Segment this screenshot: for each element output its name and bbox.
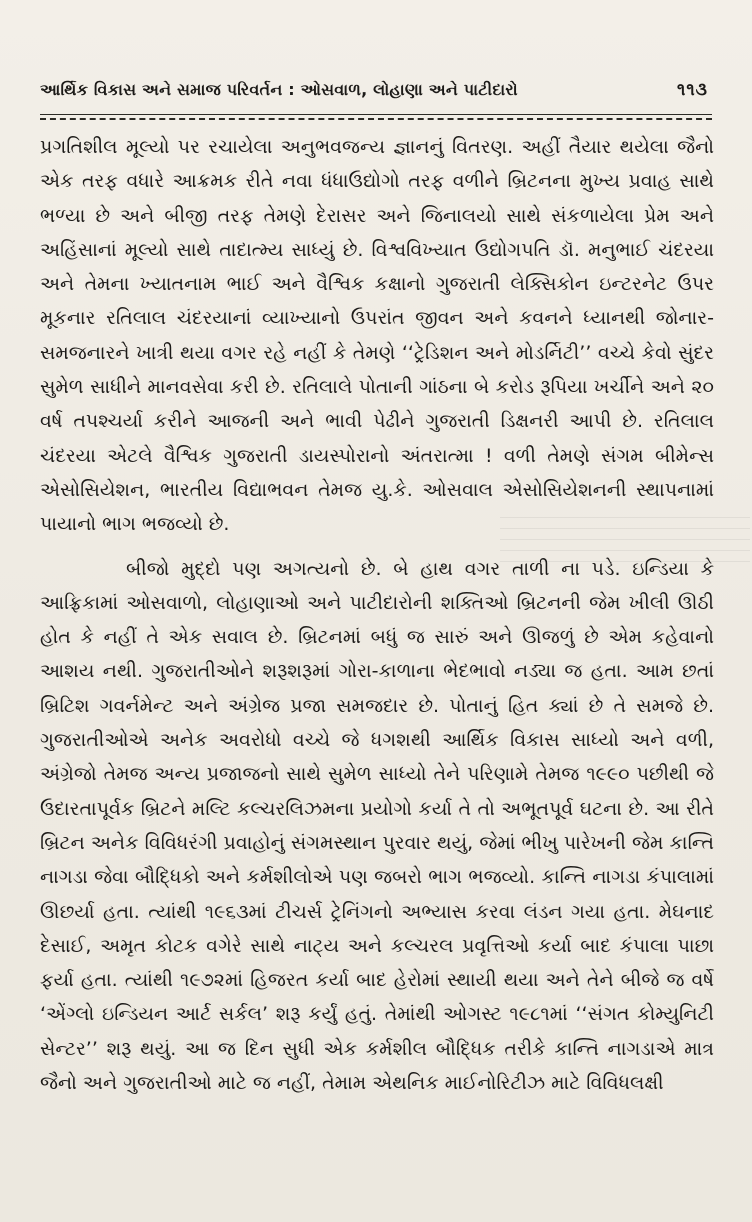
header-rule [40, 114, 712, 115]
paragraph-1: પ્રગતિશીલ મૂલ્યો પર રચાયેલા અનુભવજન્ય જ્ઞાનનું વિતરણ. અહીં તૈયાર થયેલા જૈનો એક તરફ વધારે આક્રમક રીતે નવા ધંધાઉદ્યોગો તરફ વળીને બ્રિટનના મુખ્ય પ્રવાહ સાથે ભળ્યા છે અને બીજી તરફ તેમણે દેરાસર અને જિનાલયો સાથે સંકળાયેલા પ્રેમ અને અહિંસાનાં મૂલ્યો સાથે તાદાત્મ્ય સાધ્યું છે. વિશ્વવિખ્યાત ઉદ્યોગપતિ ડૉ. મનુભાઈ ચંદરયા અને તેમના ખ્યાતનામ ભાઈ અને વૈશ્વિક કક્ષાનો ગુજરાતી લેક્સિકોન ઇન્ટરનેટ ઉપર મૂકનાર રતિલાલ ચંદરયાનાં વ્યાખ્યાનો ઉપરાંત જીવન અને કવનને ધ્યાનથી જોનાર-સમજનારને ખાત્રી થયા વગર રહે નહીં કે તેમણે ‘‘ટ્રેડિશન અને મોડર્નિટી’’ વચ્ચે કેવો સુંદર સુમેળ સાધીને માનવસેવા કરી છે. રતિલાલે પોતાની ગાંઠના બે કરોડ રૂપિયા ખર્ચીને અને ૨૦ વર્ષ તપશ્ચર્યા કરીને આજની અને ભાવી પેઢીને ગુજરાતી ડિક્ષનરી આપી છે. રતિલાલ ચંદરયા એટલે વૈશ્વિક ગુજરાતી ડાયસ્પોરાનો અંતરાત્મા ! વળી તેમણે સંગમ બીમેન્સ એસોસિયેશન, ભારતીય વિદ્યાભવન તેમજ યુ.કે. ઓસવાલ એસોસિયેશનની સ્થાપનામાં પાયાનો ભાગ ભજવ્યો છે. [40, 136, 714, 536]
paragraph-2: બીજો મુદ્દો પણ અગત્યનો છે. બે હાથ વગર તાળી ના પડે. ઇન્ડિયા કે આફ્રિકામાં ઓસવાળો, લોહાણાઓ અને પાટીદારોની શક્તિઓ બ્રિટનની જેમ ખીલી ઊઠી હોત કે નહીં તે એક સવાલ છે. બ્રિટનમાં બધું જ સારું અને ઊજળું છે એમ કહેવાનો આશય નથી. ગુજરાતીઓને શરૂશરૂમાં ગોરા-કાળાના ભેદભાવો નડ્યા જ હતા. આમ છતાં બ્રિટિશ ગવર્નમેન્ટ અને અંગ્રેજ પ્રજા સમજદાર છે. પોતાનું હિત ક્યાં છે તે સમજે છે. ગુજરાતીઓએ અનેક અવરોધો વચ્ચે જે ધગશથી આર્થિક વિકાસ સાધ્યો અને વળી, અંગ્રેજો તેમજ અન્ય પ્રજાજનો સાથે સુમેળ સાધ્યો તેને પરિણામે તેમજ ૧૯૯૦ પછીથી જે ઉદારતાપૂર્વક બ્રિટને મલ્ટિ કલ્ચરલિઝમના પ્રયોગો કર્યા તે તો અભૂતપૂર્વ ઘટના છે. આ રીતે બ્રિટન અનેક વિવિધરંગી પ્રવાહોનું સંગમસ્થાન પુરવાર થયું, જેમાં ભીખુ પારેખની જેમ કાન્તિ નાગડા જેવા બૌદ્ધિકો અને કર્મશીલોએ પણ જબરો ભાગ ભજવ્યો. કાન્તિ નાગડા કંપાલામાં ઊછર્યા હતા. ત્યાંથી ૧૯૬૩માં ટીચર્સ ટ્રેનિંગનો અભ્યાસ કરવા લંડન ગયા હતા. મેઘનાદ દેસાઈ, અમૃત કોટક વગેરે સાથે નાટ્ય અને કલ્ચરલ પ્રવૃત્તિઓ કર્યા બાદ કંપાલા પાછા ફર્યા હતા. ત્યાંથી ૧૯૭૨માં હિજરત કર્યા બાદ હેરોમાં સ્થાયી થયા અને તેને બીજે જ વર્ષે ‘એંગ્લો ઇન્ડિયન આર્ટ સર્કલ’ શરૂ કર્યું હતું. તેમાંથી ઓગસ્ટ ૧૯૮૧માં ‘‘સંગત કોમ્યુનિટી સેન્ટર’’ શરૂ થયું. આ જ દિન સુધી એક કર્મશીલ બૌદ્ધિક તરીકે કાન્તિ નાગડાએ માત્ર જૈનો અને ગુજરાતીઓ માટે જ નહીં, તેમામ એથનિક માઈનોરિટીઝ માટે વિવિધલક્ષી [40, 557, 714, 1095]
page-header [40, 80, 712, 114]
body-text [40, 130, 714, 1100]
page-number: ૧૧૩ [677, 80, 708, 100]
running-head: આર્થિક વિકાસ અને સમાજ પરિવર્તન : ઓસવાળ, લોહાણા અને પાટીદારો [40, 80, 518, 99]
header-dashed-rule [40, 118, 712, 120]
